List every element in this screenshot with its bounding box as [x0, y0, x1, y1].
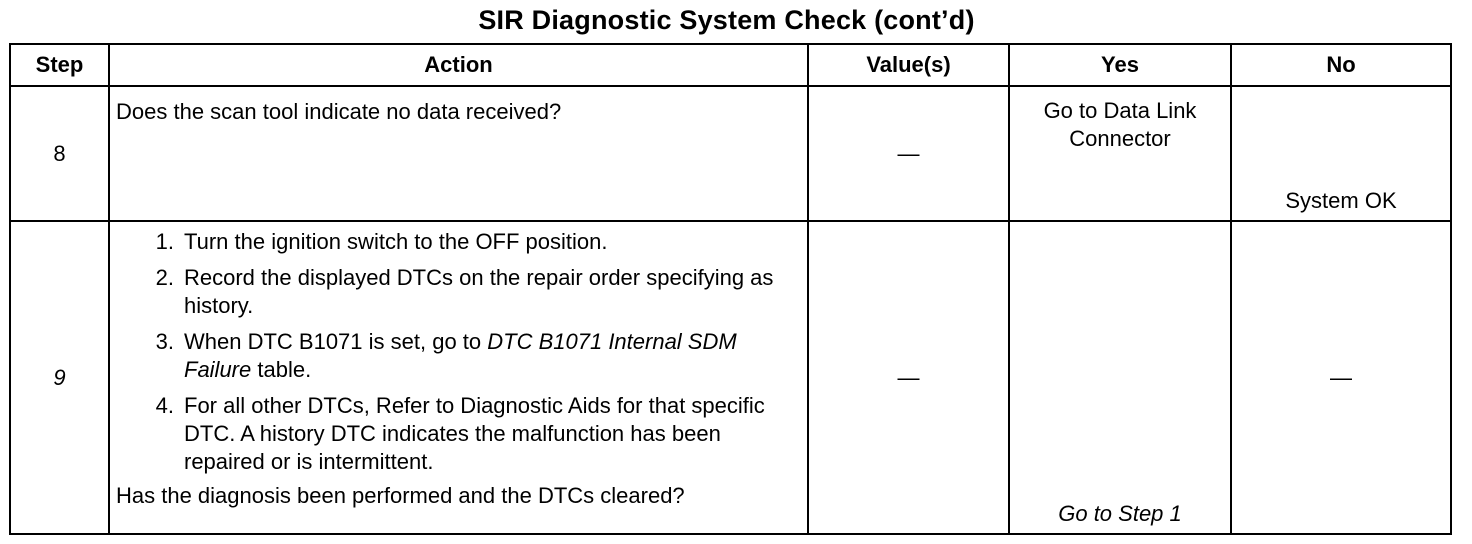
header-action: Action	[109, 44, 808, 86]
yes-text-line1: Go to Data Link	[1043, 98, 1197, 124]
header-yes: Yes	[1009, 44, 1231, 86]
value-cell	[808, 86, 1009, 221]
no-text: System OK	[1285, 188, 1397, 214]
value-cell	[808, 221, 1009, 534]
action-text: Does the scan tool indicate no data received?	[116, 99, 562, 125]
diagnostic-table	[9, 43, 1452, 535]
header-no: No	[1231, 44, 1451, 86]
header-step: Step	[10, 44, 109, 86]
yes-cell	[1009, 221, 1231, 534]
value-dash: —	[897, 364, 920, 390]
action-question: Has the diagnosis been performed and the DTCs cleared?	[116, 483, 685, 509]
header-values: Value(s)	[808, 44, 1009, 86]
action-cell	[109, 86, 808, 221]
action-cell	[109, 221, 808, 534]
table-row	[10, 221, 1451, 534]
list-item-text	[184, 328, 801, 384]
header-row	[10, 44, 1451, 86]
no-cell	[1231, 221, 1451, 534]
no-dash: —	[1330, 364, 1352, 390]
no-cell	[1231, 86, 1451, 221]
list-item-text: Record the displayed DTCs on the repair order specifying as history.	[184, 265, 774, 319]
dtc-reference: DTC B1071 Internal SDM Failure	[184, 329, 737, 383]
list-item-number: 4.	[155, 393, 174, 419]
list-item-number: 1.	[155, 229, 174, 255]
page-title: SIR Diagnostic System Check (cont’d)	[478, 5, 975, 35]
list-item-text-after: table.	[251, 357, 312, 383]
list-item	[116, 328, 801, 384]
value-dash: —	[897, 140, 920, 166]
list-item	[116, 228, 801, 256]
yes-text-line2: Connector	[1069, 126, 1171, 152]
step-number: 9	[10, 221, 109, 534]
list-item-text: Turn the ignition switch to the OFF position.	[184, 229, 608, 255]
list-item	[116, 264, 801, 320]
list-item-number: 2.	[155, 265, 174, 291]
action-steps-list	[116, 228, 801, 476]
yes-cell	[1009, 86, 1231, 221]
step-number: 8	[10, 86, 109, 221]
list-item-text: For all other DTCs, Refer to Diagnostic Aids for that specific DTC. A history DTC indicates the malfunction has been repaired or is intermittent.	[184, 393, 765, 475]
table-row	[10, 86, 1451, 221]
list-item-number: 3.	[155, 329, 174, 355]
list-item-text-before: When DTC B1071 is set, go to	[184, 329, 488, 355]
list-item	[116, 392, 801, 476]
yes-text: Go to Step 1	[1058, 501, 1182, 526]
